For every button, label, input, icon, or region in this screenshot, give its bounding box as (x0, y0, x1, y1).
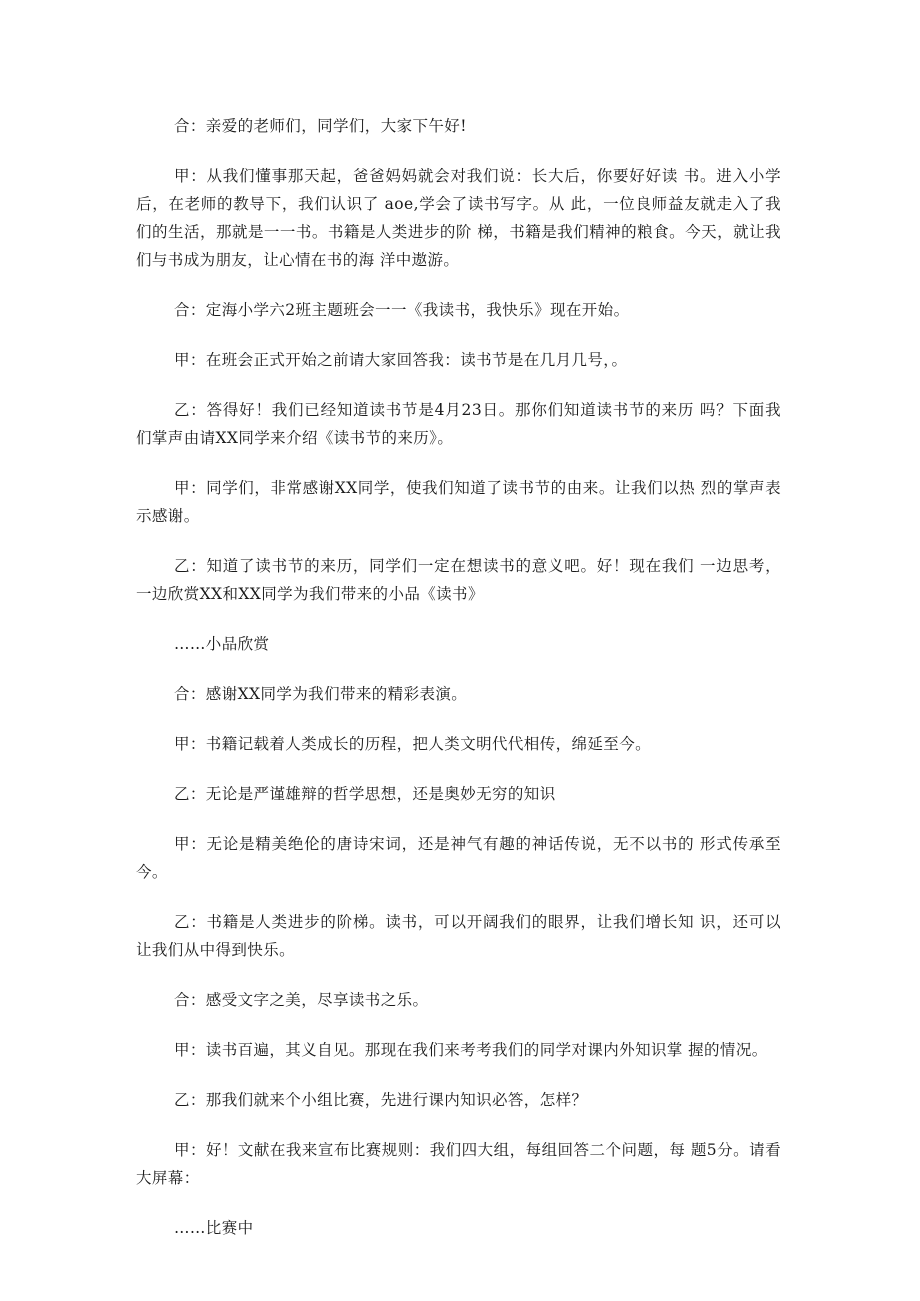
paragraph-15: 甲：读书百遍，其义自见。那现在我们来考考我们的同学对课内外知识掌 握的情况。 (174, 1041, 768, 1059)
paragraph-18: ……比赛中 (174, 1219, 254, 1237)
paragraph-10: 甲：书籍记载着人类成长的历程，把人类文明代代相传，绵延至今。 (174, 735, 652, 753)
paragraph-8: ……小品欣赏 (174, 635, 270, 653)
document-body (136, 112, 781, 1264)
paragraph-17: 甲：好！文献在我来宣布比赛规则：我们四大组，每组回答二个问题，每 题5分。请看大屏幕： (136, 1141, 781, 1187)
paragraph-16: 乙：那我们就来个小组比赛，先进行课内知识必答，怎样？ (174, 1091, 588, 1109)
paragraph-6: 甲：同学们，非常感谢XX同学，使我们知道了读书节的由来。让我们以热 烈的掌声表示感谢。 (136, 479, 781, 525)
paragraph-12: 甲：无论是精美绝伦的唐诗宋词，还是神气有趣的神话传说，无不以书的 形式传承至今。 (136, 835, 781, 881)
paragraph-5: 乙：答得好！我们已经知道读书节是4月23日。那你们知道读书节的来历 吗？下面我们掌声由请XX同学来介绍《读书节的来历》。 (136, 401, 781, 447)
paragraph-9: 合：感谢XX同学为我们带来的精彩表演。 (174, 685, 468, 703)
paragraph-1: 合：亲爱的老师们，同学们，大家下午好! (174, 117, 467, 135)
paragraph-14: 合：感受文字之美，尽享读书之乐。 (174, 991, 429, 1009)
paragraph-3: 合：定海小学六2班主题班会一一《我读书，我快乐》现在开始。 (174, 301, 630, 319)
paragraph-7: 乙：知道了读书节的来历，同学们一定在想读书的意义吧。好！现在我们 一边思考，一边欣赏XX和XX同学为我们带来的小品《读书》 (136, 557, 781, 603)
paragraph-4: 甲：在班会正式开始之前请大家回答我：读书节是在几月几号，。 (174, 351, 628, 369)
paragraph-11: 乙：无论是严谨雄辩的哲学思想，还是奥妙无穷的知识 (174, 785, 556, 803)
paragraph-13: 乙：书籍是人类进步的阶梯。读书，可以开阔我们的眼界，让我们增长知 识，还可以让我们从中得到快乐。 (136, 913, 781, 959)
paragraph-2: 甲：从我们懂事那天起，爸爸妈妈就会对我们说：长大后，你要好好读 书。进入小学后，在老师的教导下，我们认识了 aoe,学会了读书写字。从 此，一位良师益友就走入了我们的生活，那就是一一书。书籍是人类进步的阶 梯，书籍是我们精神的粮食。今天，就让我们与书成为朋友，让心情在书的海 洋中遨游。 (136, 167, 781, 269)
